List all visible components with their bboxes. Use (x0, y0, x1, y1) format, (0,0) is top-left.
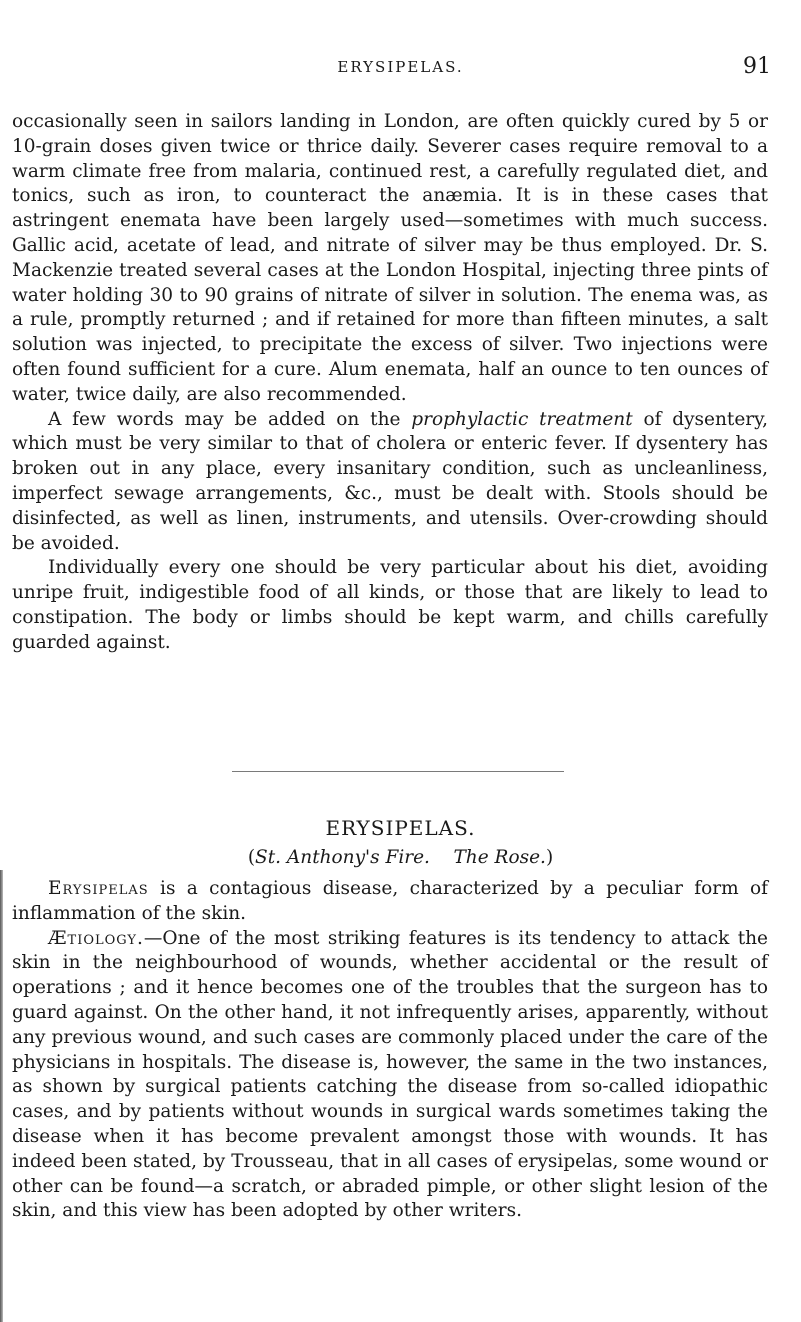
paragraph-individual: Individually every one should be very particular about his diet, avoiding unripe fruit, indigestible food of all kinds, or those that are likely to lead to constipation. The body or limbs should be kept warm, and chills carefully guarded against. (12, 557, 768, 653)
paragraph-aetiology (12, 927, 768, 1225)
prophylaxis-text-end: of dysentery, which must be very similar to that of cholera or enteric fever. If dysentery has broken out in any place, every insanitary condition, such as uncleanliness, imperfect sewage arrangements, &c., must be dealt with. Stools should be disinfected, as well as linen, instruments, and utensils. Over-crowding should be avoided. (12, 408, 769, 554)
page-number: 91 (743, 54, 771, 79)
section-heading: ERYSIPELAS. (325, 816, 476, 840)
paragraph-treatment: occasionally seen in sailors landing in London, are often quickly cured by 5 or 10-grain doses given twice or thrice daily. Severer cases require removal to a warm climate free from malaria, continued rest, a carefully regulated diet, and tonics, such as iron, to counteract the anæmia. It is in these cases that astringent enemata have been largely used—sometimes with much success. Gallic acid, acetate of lead, and nitrate of silver may be thus employed. Dr. S. Mackenzie treated several cases at the London Hospital, injecting three pints of water holding 30 to 90 grains of nitrate of silver in solution. The enema was, as a rule, promptly returned ; and if retained for more than fifteen minutes, a salt solution was injected, to precipitate the excess of silver. Two injections were often found sufficient for a cure. Alum enemata, half an ounce to ten ounces of water, twice daily, are also recommended. (12, 111, 768, 405)
running-head: ERYSIPELAS. (337, 58, 464, 76)
page-binding-edge (0, 870, 3, 1322)
subheading-close: ) (545, 847, 554, 868)
section-subheading (0, 847, 801, 868)
subheading-part-1: St. Anthony's Fire. (255, 847, 430, 868)
definition-text: is a contagious disease, characterized by a peculiar form of inflammation of the skin. (12, 878, 768, 924)
prophylaxis-italic: prophylactic treatment (411, 408, 633, 430)
body-text-bottom (12, 877, 768, 1224)
paragraph-prophylaxis (12, 408, 768, 557)
paragraph-definition (12, 877, 768, 927)
aetiology-lead: Ætiology. (48, 927, 144, 949)
body-text-top (12, 110, 768, 656)
subheading-part-2: The Rose. (453, 847, 546, 868)
subheading-open: ( (247, 847, 256, 868)
prophylaxis-text-start: A few words may be added on the (48, 408, 412, 430)
page-header (0, 54, 801, 84)
aetiology-text: —One of the most striking features is its tendency to attack the skin in the neighbourhood of wounds, whether accidental or the result of operations ; and it hence becomes one of the troubles that the surgeon has to guard against. On the other hand, it not infrequently arises, apparently, without any previous wound, and such cases are commonly placed under the care of the physicians in hospitals. The disease is, however, the same in the two instances, as shown by surgical patients catching the disease from so-called idiopathic cases, and by patients without wounds in surgical wards sometimes taking the disease when it has become prevalent amongst those with wounds. It has indeed been stated, by Trousseau, that in all cases of erysipelas, some wound or other can be found—a scratch, or abraded pimple, or other slight lesion of the skin, and this view has been adopted by other writers. (12, 927, 768, 1222)
section-divider (232, 771, 564, 772)
definition-lead: Erysipelas (48, 878, 149, 899)
